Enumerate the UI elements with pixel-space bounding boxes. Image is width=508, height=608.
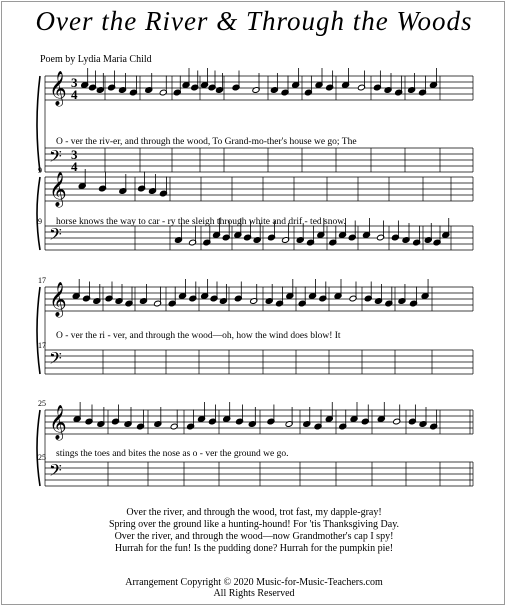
verse-line: Over the river, and through the wood—now Grandmother's cap I spy! [114,531,394,542]
time-signature: 3 [71,147,78,162]
treble-clef-icon: 𝄞 [49,72,67,105]
time-signature: 4 [71,159,78,174]
bass-clef-icon: 𝄢 [49,462,62,484]
measure-number: 9 [38,166,42,175]
rights-line: All Rights Reserved [213,588,295,599]
time-signature: 4 [71,87,78,102]
brace [37,76,40,172]
poet-credit: Poem by Lydia Maria Child [40,54,152,65]
brace [37,410,40,486]
time-signature: 3 [71,75,78,90]
measure-number: 9 [38,217,42,226]
lyric-line-4: stings the toes and bites the nose as o - ver the ground we go. [56,449,289,459]
lyric-line-3: O - ver the ri - ver, and through the wood—oh, how the wind does blow! It [56,331,341,341]
measure-number: 17 [38,341,46,350]
copyright-line: Arrangement Copyright © 2020 Music-for-Music-Teachers.com [125,577,383,588]
measure-number: 17 [38,276,46,285]
measure-number: 25 [38,453,46,462]
treble-clef-icon: 𝄞 [49,173,67,206]
bass-clef-icon: 𝄢 [49,350,62,372]
verse-line: Hurrah for the fun! Is the pudding done? Hurrah for the pumpkin pie! [114,543,394,554]
lyric-line-2: horse knows the way to car - ry the sleigh through white and drif - ted snow. [56,217,346,227]
bass-clef-icon: 𝄢 [49,226,62,248]
song-title: Over the River & Through the Woods [35,6,473,36]
verse-line: Over the river, and through the wood, trot fast, my dapple-gray! [126,507,382,518]
treble-clef-icon: 𝄞 [49,283,67,316]
treble-clef-icon: 𝄞 [49,406,67,439]
copyright-block [0,577,508,599]
verse-line: Spring over the ground like a hunting-hound! For 'tis Thanksgiving Day. [108,519,400,530]
bass-clef-icon: 𝄢 [49,148,62,170]
lyric-line-1: O - ver the riv-er, and through the wood, To Grand-mo-ther's house we go; The [56,137,357,147]
verse-text [0,507,508,555]
brace [37,177,40,250]
measure-number: 25 [38,399,46,408]
brace [37,287,40,374]
